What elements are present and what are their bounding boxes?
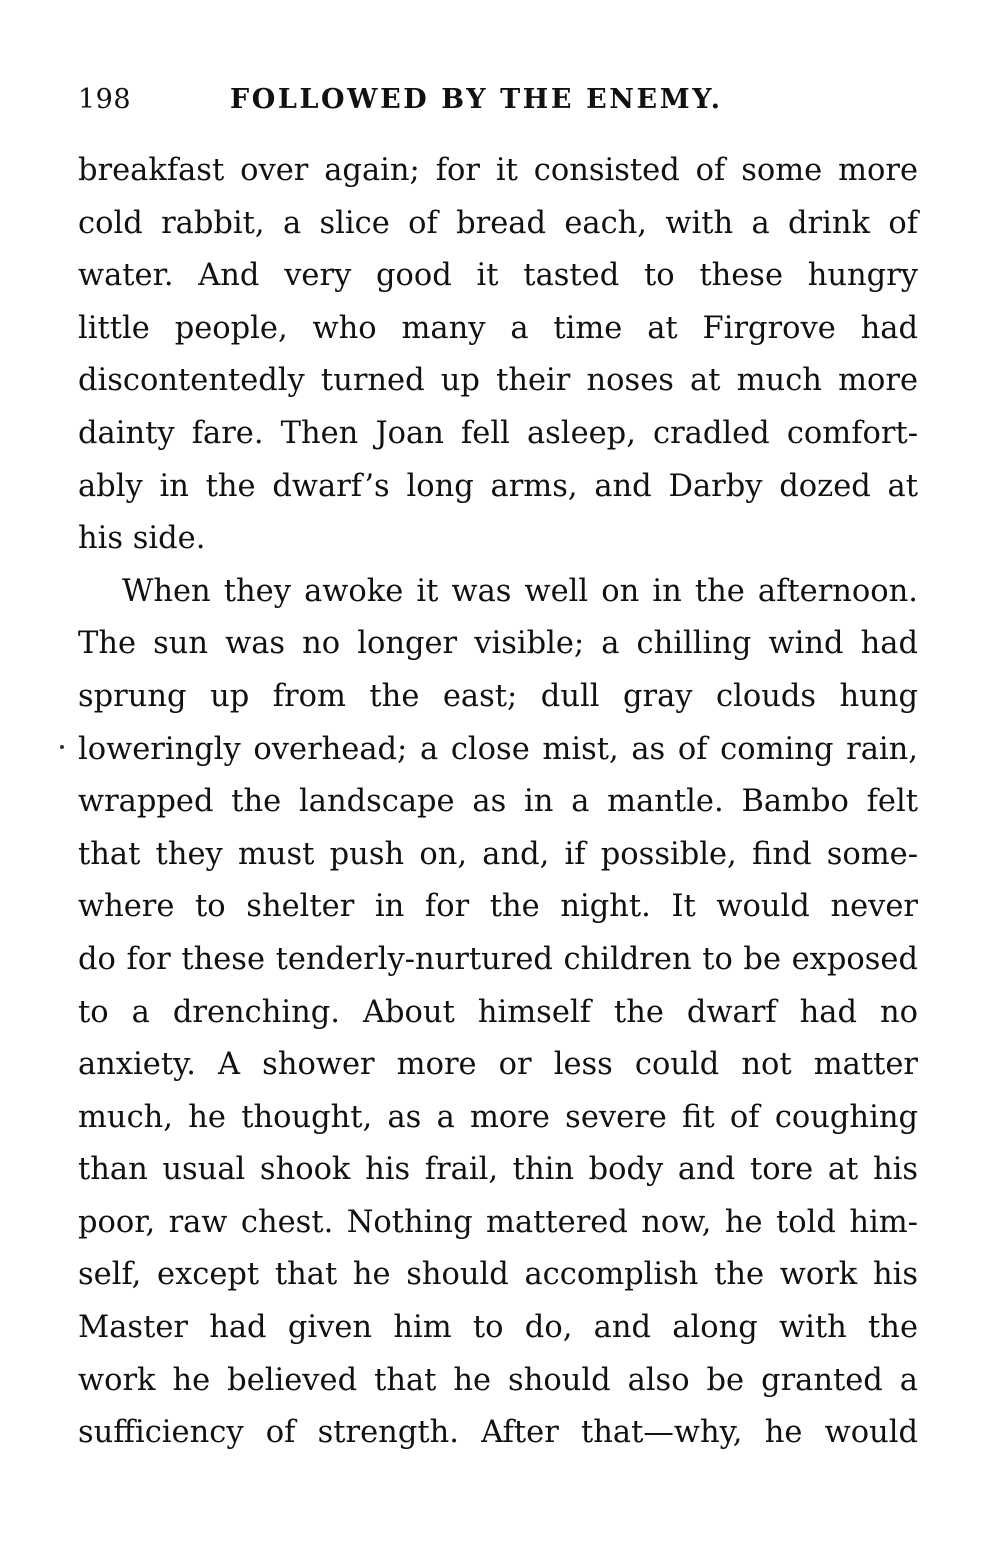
text-line: that they must push on, and, if possible, find some-: [78, 836, 918, 872]
text-line: When they awoke it was well on in the afternoon.: [122, 573, 918, 609]
text-line: to a drenching. About himself the dwarf had no: [78, 994, 918, 1030]
text-line: wrapped the landscape as in a mantle. Bambo felt: [78, 784, 918, 820]
text-line: work he believed that he should also be granted a: [78, 1362, 918, 1398]
text-line: sprung up from the east; dull gray clouds hung: [78, 678, 918, 714]
text-line: self, except that he should accomplish the work his: [78, 1257, 918, 1293]
text-line: his side.: [78, 521, 206, 557]
page-header: [78, 76, 778, 124]
text-line: much, he thought, as a more severe fit of coughing: [78, 1099, 918, 1135]
text-line: ably in the dwarf’s long arms, and Darby dozed at: [78, 468, 918, 504]
margin-speck: [60, 745, 64, 749]
text-line: Master had given him to do, and along with the: [78, 1310, 918, 1346]
text-line: where to shelter in for the night. It would never: [78, 889, 918, 925]
text-line: loweringly overhead; a close mist, as of coming rain,: [78, 731, 918, 767]
text-line: dainty fare. Then Joan fell asleep, cradled comfort-: [78, 415, 918, 451]
text-line: than usual shook his frail, thin body and tore at his: [78, 1152, 918, 1188]
page-number: 198: [78, 84, 132, 115]
text-line: poor, raw chest. Nothing mattered now, he told him-: [78, 1204, 918, 1240]
running-head: FOLLOWED BY THE ENEMY.: [230, 84, 723, 115]
text-line: little people, who many a time at Firgrove had: [78, 310, 918, 346]
text-line: do for these tenderly-nurtured children to be exposed: [78, 941, 918, 977]
text-line: water. And very good it tasted to these hungry: [78, 258, 918, 294]
text-line: breakfast over again; for it consisted of some more: [78, 153, 918, 188]
text-line: anxiety. A shower more or less could not matter: [78, 1047, 918, 1083]
text-line: cold rabbit, a slice of bread each, with a drink of: [78, 205, 918, 241]
text-line: The sun was no longer visible; a chilling wind had: [78, 626, 918, 662]
text-line: sufficiency of strength. After that—why, he would: [78, 1415, 918, 1451]
text-line: discontentedly turned up their noses at much more: [78, 363, 918, 399]
body-text: [78, 145, 918, 1460]
